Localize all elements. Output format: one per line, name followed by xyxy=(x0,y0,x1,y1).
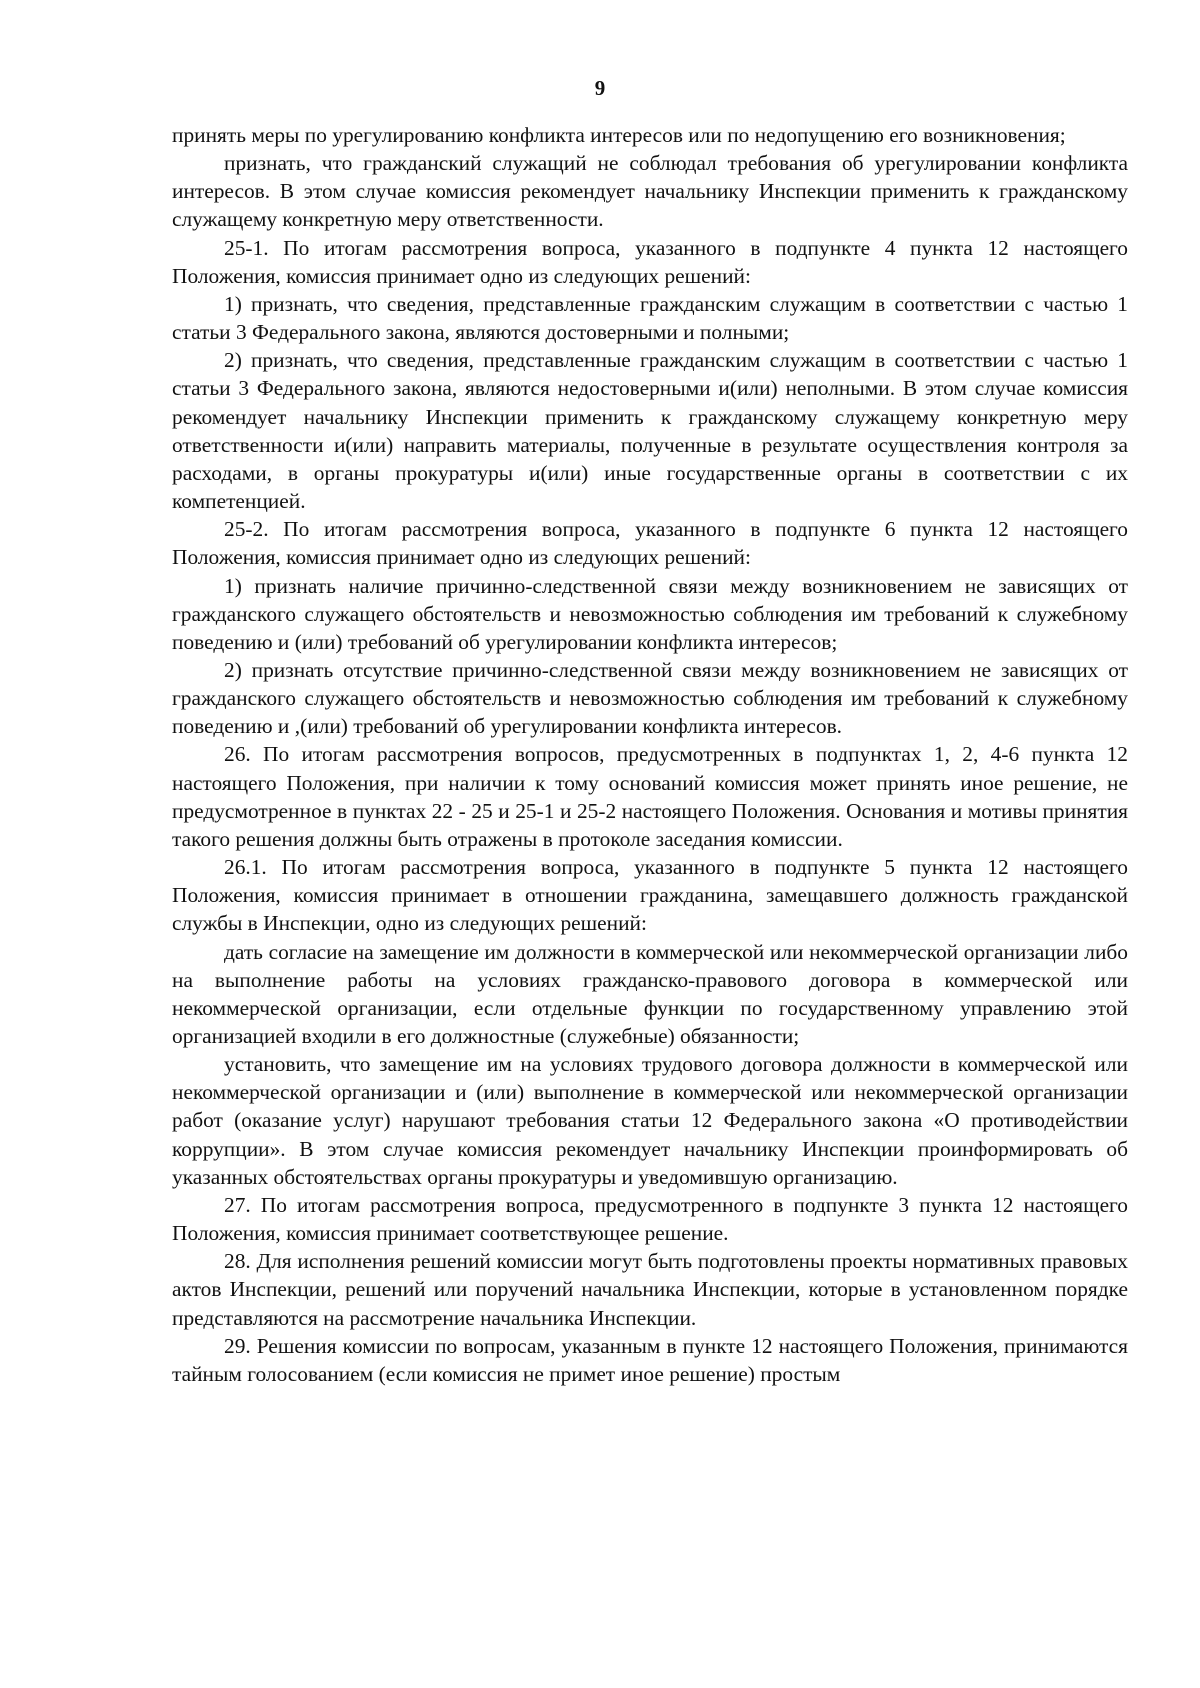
paragraph: признать, что гражданский служащий не соблюдал требования об урегулировании конфликта интересов. В этом случае комиссия рекомендует начальнику Инспекции применить к гражданскому служащему конкретную меру ответственности. xyxy=(172,151,1128,232)
paragraph: 1) признать наличие причинно-следственной связи между возникновением не зависящих от гражданского служащего обстоятельств и невозможностью соблюдения им требований к служебному поведению и (или) требований об урегулировании конфликта интересов; xyxy=(172,573,1128,654)
document-body xyxy=(172,121,1128,1388)
paragraph: 2) признать, что сведения, представленные гражданским служащим в соответствии с частью 1 статьи 3 Федерального закона, являются недостоверными и(или) неполными. В этом случае комиссия рекомендует начальнику Инспекции применить к гражданскому служащему конкретную меру ответственности и(или) направить материалы, полученные в результате осуществления контроля за расходами, в органы прокуратуры и(или) иные государственные органы в соответствии с их компетенцией. xyxy=(172,348,1128,514)
paragraph: принять меры по урегулированию конфликта интересов или по недопущению его возникновения; xyxy=(172,123,1066,147)
paragraph: 25-2. По итогам рассмотрения вопроса, указанного в подпункте 6 пункта 12 настоящего Положения, комиссия принимает одно из следующих решений: xyxy=(172,517,1128,570)
paragraph: 29. Решения комиссии по вопросам, указанным в пункте 12 настоящего Положения, принимаются тайным голосованием (если комиссия не примет иное решение) простым xyxy=(172,1333,1128,1386)
paragraph: 28. Для исполнения решений комиссии могут быть подготовлены проекты нормативных правовых актов Инспекции, решений или поручений начальника Инспекции, которые в установленном порядке представляются на рассмотрение начальника Инспекции. xyxy=(172,1249,1128,1330)
paragraph: дать согласие на замещение им должности в коммерческой или некоммерческой организации либо на выполнение работы на условиях гражданско-правового договора в коммерческой или некоммерческой организации, если отдельные функции по государственному управлению этой организацией входили в его должностные (служебные) обязанности; xyxy=(172,939,1128,1048)
page-number: 9 xyxy=(594,76,606,100)
paragraph: 26.1. По итогам рассмотрения вопроса, указанного в подпункте 5 пункта 12 настоящего Положения, комиссия принимает в отношении гражданина, замещавшего должность гражданской службы в Инспекции, одно из следующих решений: xyxy=(172,855,1128,936)
paragraph: установить, что замещение им на условиях трудового договора должности в коммерческой или некоммерческой организации и (или) выполнение в коммерческой или некоммерческой организации работ (оказание услуг) нарушают требования статьи 12 Федерального закона «О противодействии коррупции». В этом случае комиссия рекомендует начальнику Инспекции проинформировать об указанных обстоятельствах органы прокуратуры и уведомившую организацию. xyxy=(172,1052,1128,1189)
paragraph: 25-1. По итогам рассмотрения вопроса, указанного в подпункте 4 пункта 12 настоящего Положения, комиссия принимает одно из следующих решений: xyxy=(172,235,1128,288)
paragraph: 26. По итогам рассмотрения вопросов, предусмотренных в подпунктах 1, 2, 4-6 пункта 12 настоящего Положения, при наличии к тому оснований комиссия может принять иное решение, не предусмотренное в пунктах 22 - 25 и 25-1 и 25-2 настоящего Положения. Основания и мотивы принятия такого решения должны быть отражены в протоколе заседания комиссии. xyxy=(172,742,1128,851)
paragraph: 1) признать, что сведения, представленные гражданским служащим в соответствии с частью 1 статьи 3 Федерального закона, являются достоверными и полными; xyxy=(172,291,1128,345)
paragraph: 2) признать отсутствие причинно-следственной связи между возникновением не зависящих от гражданского служащего обстоятельств и невозможностью соблюдения им требований к служебному поведению и ,(или) требований об урегулировании конфликта интересов. xyxy=(172,657,1128,739)
paragraph: 27. По итогам рассмотрения вопроса, предусмотренного в подпункте 3 пункта 12 настоящего Положения, комиссия принимает соответствующее решение. xyxy=(172,1192,1128,1246)
